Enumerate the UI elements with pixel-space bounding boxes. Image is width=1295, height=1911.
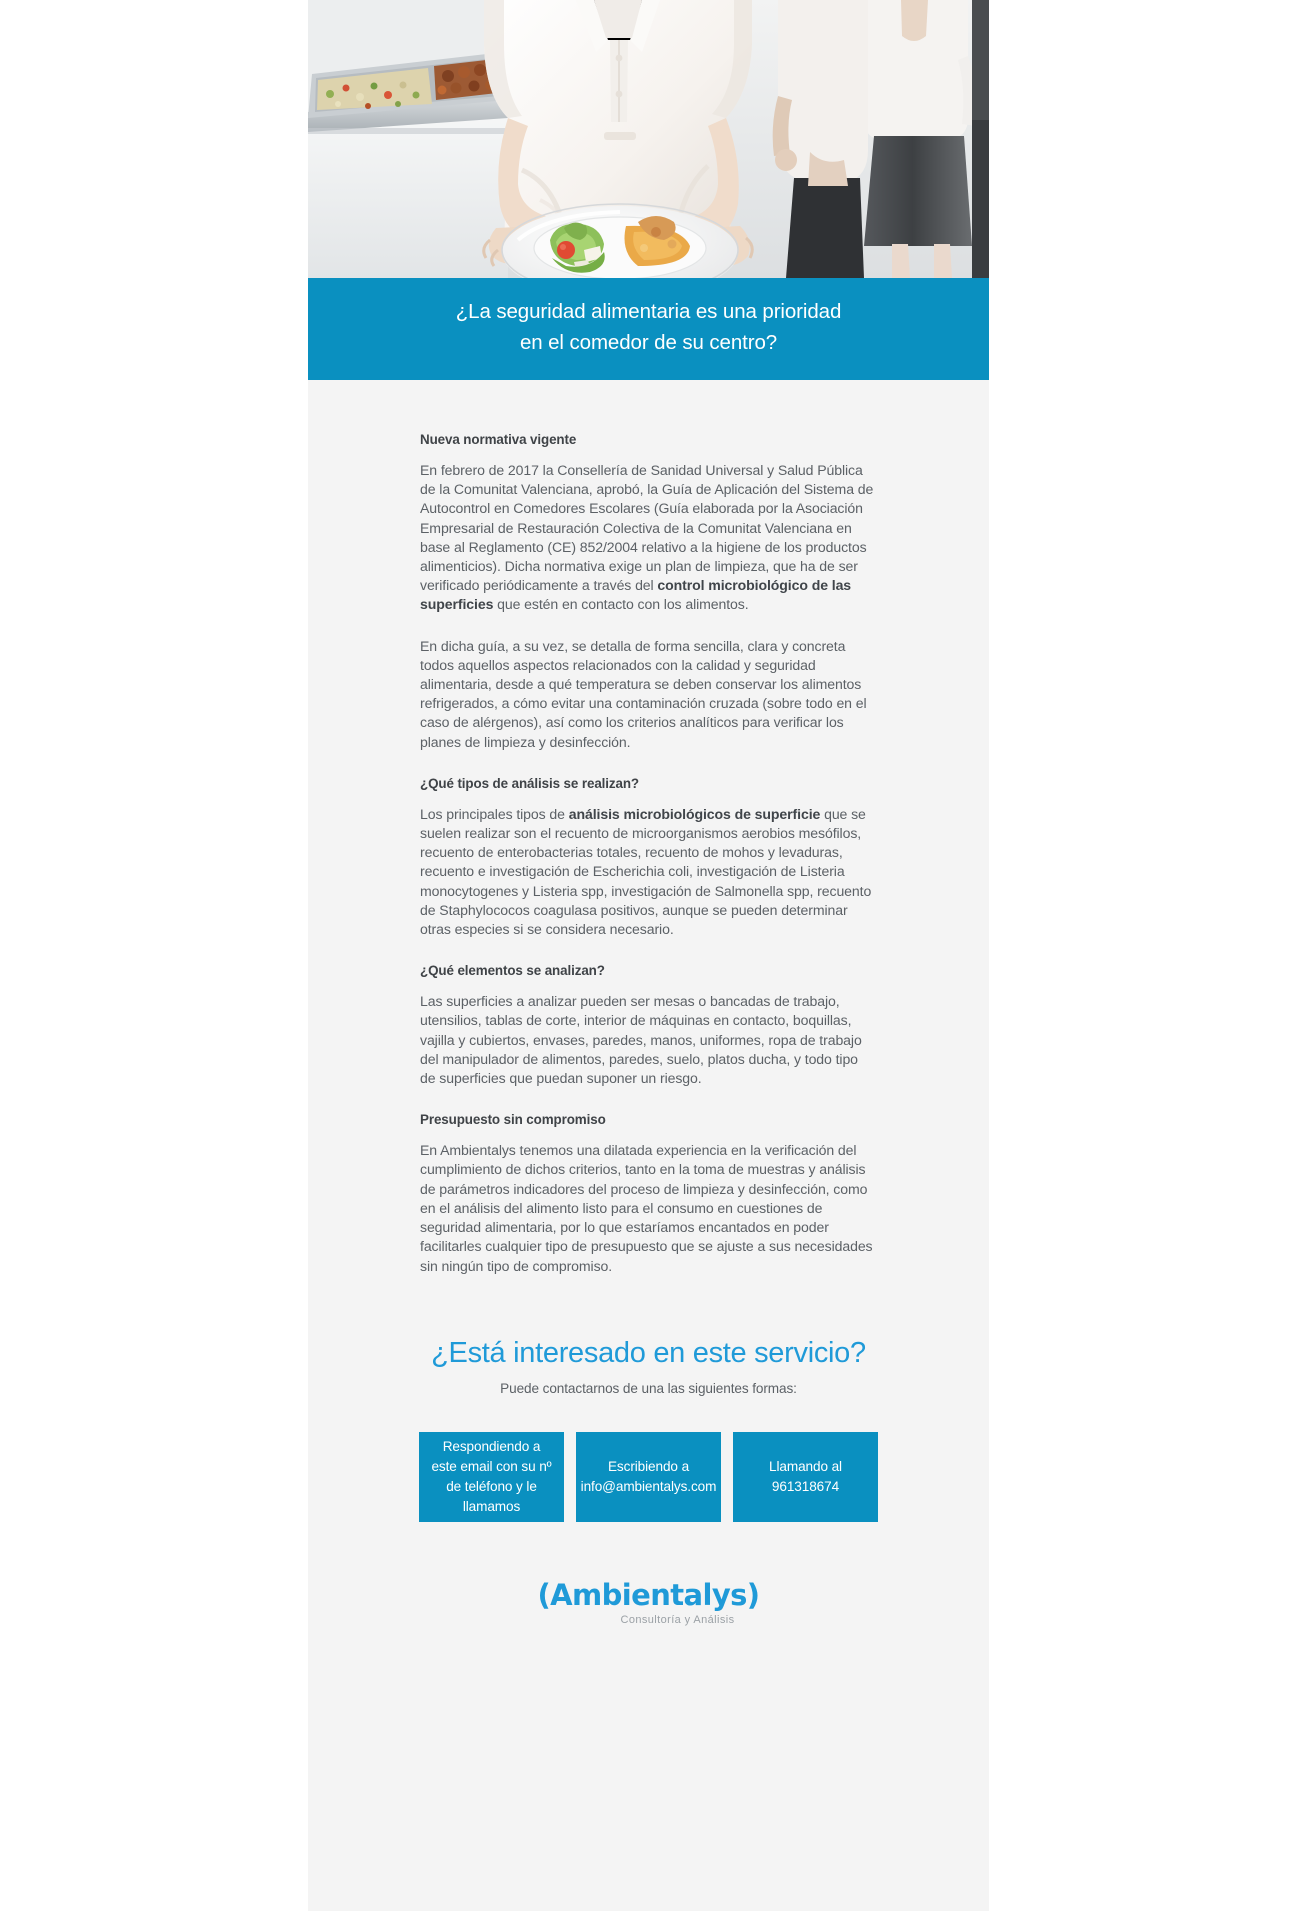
banner-headline-line2: en el comedor de su centro? — [519, 331, 778, 354]
paragraph: En Ambientalys tenemos una dilatada experiencia en la verificación del cumplimiento de dichos criterios, tanto en la toma de muestras y análisis de parámetros indicadores del proceso de limpieza y desinfección, como en el análisis del alimento listo para el consumo en cuestiones de seguridad alimentaria, por lo que estaríamos encantados en poder facilitarles cualquier tipo de presupuesto que se ajuste a sus necesidades sin ningún tipo de compromiso. — [420, 1142, 873, 1274]
cta-box-write-email[interactable] — [576, 1432, 721, 1522]
hero-banner — [308, 278, 989, 380]
footer — [308, 1522, 989, 1648]
section-nueva-normativa — [420, 430, 877, 752]
section-presupuesto — [420, 1110, 877, 1275]
paragraph: Los principales tipos de análisis microbiológicos de superficie que se suelen realizar son el recuento de microorganismos aerobios mesófilos, recuento de enterobacterias totales, recuento de mohos y levaduras, recuento e investigación de Escherichia coli, investigación de Listeria monocytogenes y Listeria spp, investigación de Salmonella spp, recuento de Staphylococos coagulasa positivos, aunque se pueden determinar otras especies si se considera necesario. — [420, 805, 872, 938]
company-tagline: Consultoría y Análisis — [620, 1613, 735, 1626]
email-column — [308, 0, 989, 1911]
paragraph: En febrero de 2017 la Consellería de Sanidad Universal y Salud Pública de la Comunitat Valenciana, aprobó, la Guía de Aplicación del Sistema de Autocontrol en Comedores Escolares (Guía elaborada por la Asociación Empresarial de Restauración Colectiva de la Comunitat Valenciana en base al Reglamento (CE) 852/2004 relativo a la higiene de los productos alimenticios). Dicha normativa exige un plan de limpieza, que ha de ser verificado periódicamente a través del control microbiológico de las superficies que estén en contacto con los alimentos. — [420, 462, 874, 613]
section-heading: Presupuesto sin compromiso — [420, 1112, 606, 1128]
cta-box-label: Llamando al 961318674 — [769, 1458, 842, 1494]
cta-box-reply-email[interactable] — [419, 1432, 564, 1522]
banner-headline-line1: ¿La seguridad alimentaria es una prioridad — [455, 300, 842, 323]
cta-box-call-phone[interactable] — [733, 1432, 878, 1522]
paragraph: En dicha guía, a su vez, se detalla de forma sencilla, clara y concreta todos aquellos aspectos relacionados con la calidad y seguridad alimentaria, desde a qué temperatura se deben conservar los alimentos refrigerados, a cómo evitar una contaminación cruzada (sobre todo en el caso de alérgenos), así como los criterios analíticos para verificar los planes de limpieza y desinfección. — [420, 637, 867, 750]
section-heading: ¿Qué elementos se analizan? — [420, 963, 605, 979]
company-logo[interactable]: (Ambientalys) — [537, 1577, 760, 1612]
section-heading: Nueva normativa vigente — [420, 432, 577, 447]
section-tipos-de-analisis — [420, 774, 877, 939]
hero-illustration — [308, 0, 989, 278]
cta-title: ¿Está interesado en este servicio? — [431, 1336, 866, 1369]
paragraph: Las superficies a analizar pueden ser mesas o bancadas de trabajo, utensilios, tablas de corte, interior de máquinas en contacto, boquillas, vajilla y cubiertos, envases, paredes, manos, uniformes, ropa de trabajo del manipulador de alimentos, paredes, suelo, platos ducha, y todo tipo de superficies que puedan suponer un riesgo. — [420, 993, 862, 1087]
article-body — [308, 380, 989, 1276]
hero-image — [308, 0, 989, 278]
cta-box-group — [368, 1432, 929, 1522]
cta-box-label: Respondiendo a este email con su nº de teléfono y le llamamos — [431, 1438, 552, 1514]
call-to-action — [308, 1298, 989, 1522]
cta-box-label: Escribiendo a info@ambientalys.com — [580, 1458, 717, 1494]
section-elementos-analizados — [420, 961, 877, 1088]
cta-subtitle: Puede contactarnos de una las siguientes formas: — [500, 1380, 797, 1396]
section-heading: ¿Qué tipos de análisis se realizan? — [420, 775, 640, 791]
